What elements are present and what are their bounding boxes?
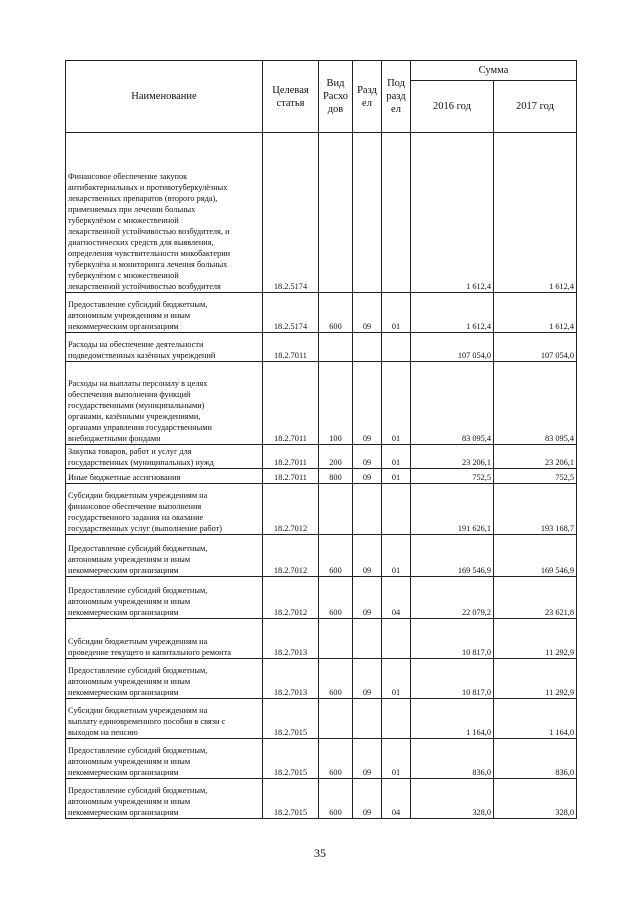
row-subsection	[382, 333, 411, 362]
row-name-cell	[66, 469, 263, 484]
row-subsection	[382, 133, 411, 293]
row-sum-2016: 191 626,1	[411, 484, 494, 535]
row-name-cell	[66, 659, 263, 699]
row-section: 09	[353, 362, 382, 445]
table-row	[66, 779, 577, 819]
row-section: 09	[353, 293, 382, 333]
table-row	[66, 445, 577, 469]
table-row	[66, 739, 577, 779]
header-year-2016: 2016 год	[411, 81, 494, 133]
row-name: Финансовое обеспечение закупок антибактериальных и противотуберкулёзных лекарственных препаратов (второго ряда), применяемых при лечении больных туберкулёзом с множественной лекарственной устойчивостью возбудителя, и диагностических средств для выявления, определения чувствительности микобактерии туберкулёза и мониторинга лечения больных туберкулёзом с множественной лекарственной устойчивостью возбудителя	[68, 172, 231, 291]
row-target-article: 18.2.7012	[263, 484, 319, 535]
row-sum-2016: 22 079,2	[411, 577, 494, 619]
row-target-article: 18.2.5174	[263, 133, 319, 293]
row-name-cell	[66, 699, 263, 739]
row-expense-type	[319, 699, 353, 739]
row-sum-2017: 328,0	[494, 779, 577, 819]
row-name-cell	[66, 779, 263, 819]
row-sum-2016: 23 206,1	[411, 445, 494, 469]
row-subsection: 01	[382, 445, 411, 469]
row-expense-type: 600	[319, 535, 353, 577]
row-expense-type: 600	[319, 293, 353, 333]
row-sum-2016: 107 054,0	[411, 333, 494, 362]
row-sum-2016: 752,5	[411, 469, 494, 484]
row-expense-type: 200	[319, 445, 353, 469]
row-sum-2017: 23 206,1	[494, 445, 577, 469]
row-sum-2016: 1 612,4	[411, 293, 494, 333]
table-row	[66, 293, 577, 333]
row-expense-type	[319, 484, 353, 535]
row-section: 09	[353, 469, 382, 484]
row-target-article: 18.2.7011	[263, 362, 319, 445]
row-name: Предоставление субсидий бюджетным, автономным учреждениям и иным некоммерческим организациям	[68, 586, 208, 617]
header-sum: Сумма	[411, 61, 577, 81]
row-sum-2016: 10 817,0	[411, 659, 494, 699]
table-row	[66, 659, 577, 699]
budget-table	[65, 60, 577, 819]
row-target-article: 18.2.7013	[263, 619, 319, 659]
row-name: Иные бюджетные ассигнования	[68, 473, 181, 482]
row-section: 09	[353, 535, 382, 577]
table-row	[66, 535, 577, 577]
row-sum-2017: 1 612,4	[494, 293, 577, 333]
table-row	[66, 484, 577, 535]
row-name: Предоставление субсидий бюджетным, автономным учреждениям и иным некоммерческим организациям	[68, 300, 208, 331]
row-name-cell	[66, 577, 263, 619]
row-expense-type: 100	[319, 362, 353, 445]
row-sum-2017: 1 164,0	[494, 699, 577, 739]
row-subsection: 01	[382, 293, 411, 333]
row-sum-2017: 836,0	[494, 739, 577, 779]
row-target-article: 18.2.7015	[263, 739, 319, 779]
row-name-cell	[66, 133, 263, 293]
row-name: Закупка товаров, работ и услуг для государственных (муниципальных) нужд	[68, 447, 214, 467]
row-sum-2017: 11 292,9	[494, 619, 577, 659]
row-name: Субсидии бюджетным учреждениям на финансовое обеспечение выполнения государственного задания на оказание государственных услуг (выполнение работ)	[68, 491, 223, 533]
row-target-article: 18.2.7013	[263, 659, 319, 699]
row-sum-2017: 23 621,8	[494, 577, 577, 619]
row-section: 09	[353, 739, 382, 779]
header-expense-type: Вид Расхо дов	[319, 61, 353, 133]
row-subsection: 01	[382, 469, 411, 484]
row-name: Расходы на обеспечение деятельности подведомственных казённых учреждений	[68, 340, 216, 360]
row-sum-2017: 169 546,9	[494, 535, 577, 577]
row-name: Предоставление субсидий бюджетным, автономным учреждениям и иным некоммерческим организациям	[68, 666, 208, 697]
row-subsection: 04	[382, 779, 411, 819]
row-subsection: 01	[382, 739, 411, 779]
row-name: Предоставление субсидий бюджетным, автономным учреждениям и иным некоммерческим организациям	[68, 544, 208, 575]
row-section: 09	[353, 577, 382, 619]
row-subsection	[382, 699, 411, 739]
header-section: Разд ел	[353, 61, 382, 133]
row-sum-2016: 169 546,9	[411, 535, 494, 577]
row-name: Предоставление субсидий бюджетным, автономным учреждениям и иным некоммерческим организациям	[68, 746, 208, 777]
row-target-article: 18.2.7015	[263, 699, 319, 739]
row-subsection: 01	[382, 659, 411, 699]
table-row	[66, 699, 577, 739]
row-name: Предоставление субсидий бюджетным, автономным учреждениям и иным некоммерческим организациям	[68, 786, 208, 817]
row-expense-type	[319, 133, 353, 293]
row-section	[353, 699, 382, 739]
header-year-2017: 2017 год	[494, 81, 577, 133]
row-sum-2017: 83 095,4	[494, 362, 577, 445]
row-sum-2016: 10 817,0	[411, 619, 494, 659]
row-sum-2017: 11 292,9	[494, 659, 577, 699]
row-sum-2016: 1 164,0	[411, 699, 494, 739]
row-section: 09	[353, 659, 382, 699]
row-name-cell	[66, 619, 263, 659]
row-section	[353, 619, 382, 659]
row-sum-2017: 752,5	[494, 469, 577, 484]
row-expense-type: 600	[319, 659, 353, 699]
row-sum-2016: 328,0	[411, 779, 494, 819]
row-subsection: 04	[382, 577, 411, 619]
row-expense-type	[319, 619, 353, 659]
table-row	[66, 577, 577, 619]
header-name: Наименование	[66, 61, 263, 133]
header-target-article: Целевая статья	[263, 61, 319, 133]
row-section: 09	[353, 779, 382, 819]
row-target-article: 18.2.7011	[263, 333, 319, 362]
row-sum-2016: 83 095,4	[411, 362, 494, 445]
row-target-article: 18.2.7012	[263, 535, 319, 577]
row-sum-2017: 1 612,4	[494, 133, 577, 293]
row-subsection: 01	[382, 535, 411, 577]
row-section	[353, 333, 382, 362]
row-expense-type: 600	[319, 739, 353, 779]
row-target-article: 18.2.7015	[263, 779, 319, 819]
row-name-cell	[66, 445, 263, 469]
row-subsection	[382, 619, 411, 659]
row-expense-type	[319, 333, 353, 362]
row-target-article: 18.2.7012	[263, 577, 319, 619]
row-target-article: 18.2.7011	[263, 445, 319, 469]
table-row	[66, 469, 577, 484]
row-name-cell	[66, 333, 263, 362]
row-expense-type: 600	[319, 577, 353, 619]
table-row	[66, 133, 577, 293]
row-name-cell	[66, 293, 263, 333]
table-body	[66, 133, 577, 819]
header-subsection: Под разд ел	[382, 61, 411, 133]
table-row	[66, 333, 577, 362]
row-name: Расходы на выплаты персоналу в целях обеспечения выполнения функций государственными (муниципальными) органами, казёнными учреждениями, органами управления государственными внебюджетными фондами	[68, 379, 212, 443]
row-expense-type: 600	[319, 779, 353, 819]
page-number: 35	[314, 846, 326, 860]
row-name-cell	[66, 484, 263, 535]
row-subsection: 01	[382, 362, 411, 445]
row-name-cell	[66, 535, 263, 577]
row-sum-2016: 836,0	[411, 739, 494, 779]
table-row	[66, 619, 577, 659]
row-target-article: 18.2.5174	[263, 293, 319, 333]
row-section: 09	[353, 445, 382, 469]
row-section	[353, 133, 382, 293]
table-row	[66, 362, 577, 445]
row-name: Субсидии бюджетным учреждениям на проведение текущего и капитального ремонта	[68, 637, 231, 657]
row-sum-2017: 193 168,7	[494, 484, 577, 535]
row-sum-2016: 1 612,4	[411, 133, 494, 293]
row-target-article: 18.2.7011	[263, 469, 319, 484]
row-sum-2017: 107 054,0	[494, 333, 577, 362]
row-subsection	[382, 484, 411, 535]
row-section	[353, 484, 382, 535]
row-name-cell	[66, 362, 263, 445]
row-name: Субсидии бюджетным учреждениям на выплату единовременного пособия в связи с выходом на пенсию	[68, 706, 226, 737]
row-expense-type: 800	[319, 469, 353, 484]
row-name-cell	[66, 739, 263, 779]
